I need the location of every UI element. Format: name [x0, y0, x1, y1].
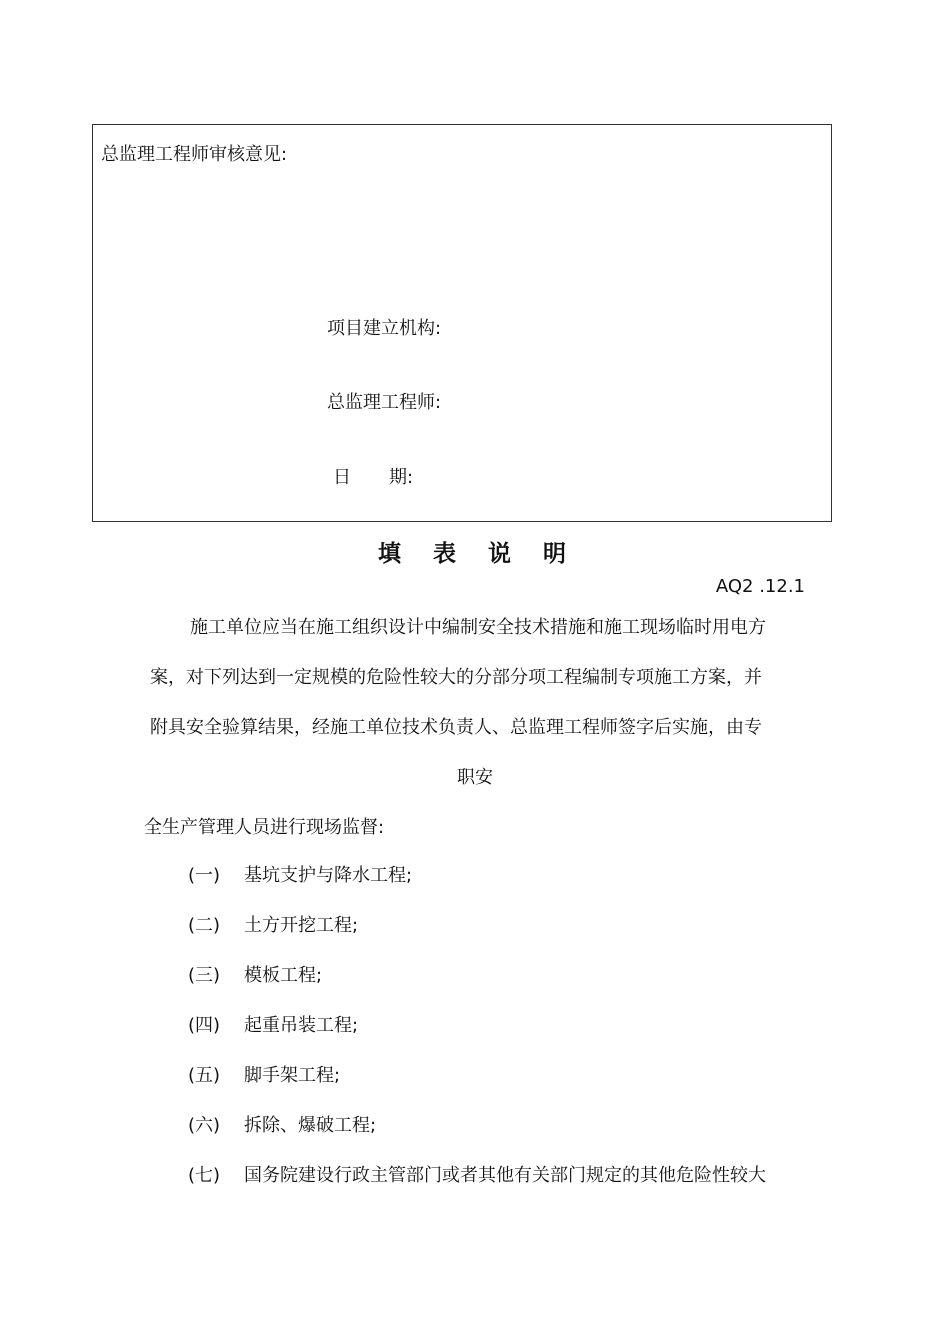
list-item — [188, 1011, 358, 1037]
list-item-number: (七) — [188, 1165, 221, 1186]
form-code: AQ2 .12.1 — [715, 576, 805, 597]
paragraph-line: 全生产管理人员进行现场监督: — [144, 817, 385, 838]
date-label-part-2: 期: — [389, 467, 414, 488]
chief-engineer-label: 总监理工程师: — [327, 392, 442, 413]
list-item-text: 脚手架工程; — [244, 1065, 341, 1086]
supervision-org-label: 项目建立机构: — [327, 318, 442, 339]
list-item-text: 基坑支护与降水工程; — [244, 865, 413, 886]
list-item — [188, 961, 322, 987]
list-item — [188, 1161, 766, 1187]
list-item — [188, 911, 358, 937]
instructions-title: 填 表 说 明 — [377, 541, 579, 567]
list-item — [188, 1061, 340, 1087]
list-item-number: (一) — [188, 865, 221, 886]
list-item-number: (五) — [188, 1065, 221, 1086]
list-item-number: (六) — [188, 1115, 221, 1136]
list-item-text: 土方开挖工程; — [244, 915, 359, 936]
review-heading: 总监理工程师审核意见: — [101, 144, 288, 165]
date-label-part-1: 日 — [333, 467, 351, 488]
list-item-number: (三) — [188, 965, 221, 986]
list-item — [188, 861, 412, 887]
list-item-text: 起重吊装工程; — [244, 1015, 359, 1036]
list-item-text: 国务院建设行政主管部门或者其他有关部门规定的其他危险性较大 — [244, 1165, 766, 1186]
list-item-text: 拆除、爆破工程; — [244, 1115, 377, 1136]
paragraph-line: 施工单位应当在施工组织设计中编制安全技术措施和施工现场临时用电方 — [190, 617, 766, 638]
paragraph-line: 职安 — [457, 767, 493, 788]
review-opinion-box — [92, 124, 832, 522]
list-item-number: (二) — [188, 915, 221, 936]
date-label — [333, 463, 413, 489]
paragraph-line: 案，对下列达到一定规模的危险性较大的分部分项工程编制专项施工方案，并 — [150, 667, 762, 688]
list-item — [188, 1111, 376, 1137]
list-item-number: (四) — [188, 1015, 221, 1036]
paragraph-line: 附具安全验算结果，经施工单位技术负责人、总监理工程师签字后实施，由专 — [150, 717, 762, 738]
list-item-text: 模板工程; — [244, 965, 323, 986]
